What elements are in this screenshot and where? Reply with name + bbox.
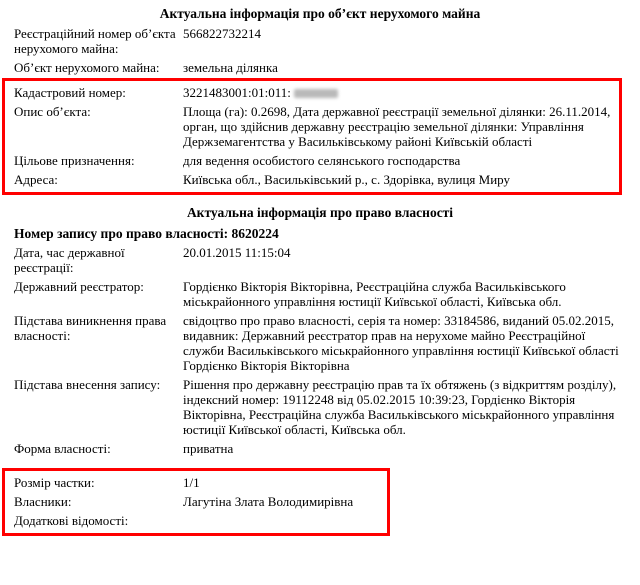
field-label: Підстава внесення запису: — [14, 377, 161, 392]
field-row-address — [5, 172, 619, 187]
field-value: приватна — [183, 441, 234, 456]
field-row-object-type — [0, 60, 640, 75]
field-row-ownership-form — [0, 441, 640, 456]
field-value: для ведення особистого селянського господарства — [183, 153, 461, 168]
field-label: Підстава виникнення права власності: — [14, 313, 167, 343]
field-value: Гордієнко Вікторія Вікторівна, Реєстраційна служба Васильківського міськрайонного управління юстиції Київської області, Київська обл. — [183, 279, 566, 309]
cadastral-number-text: 3221483001:01:011: — [183, 85, 291, 100]
field-label: Дата, час державної реєстрації: — [14, 245, 125, 275]
field-row-registration-number — [0, 26, 640, 56]
field-label: Реєстраційний номер об’єкта нерухомого майна: — [14, 26, 176, 56]
field-value — [183, 85, 619, 100]
field-label: Форма власності: — [14, 441, 111, 456]
field-row-cadastral-number — [5, 85, 619, 100]
field-value: 20.01.2015 11:15:04 — [183, 245, 291, 260]
highlight-box-object-details — [2, 78, 622, 195]
field-row-record-entry-basis — [0, 377, 640, 437]
field-row-owners — [5, 494, 387, 509]
field-value: Рішення про державну реєстрацію прав та їх обтяжень (з відкриттям розділу), індексний номер: 19112248 від 05.02.2015 10:39:23, Гордієнко Вікторія Вікторівна, Реєстраційна служба Васильківського міськрайонного управління юстиції Київської області, Київська обл. — [183, 377, 617, 437]
field-value: земельна ділянка — [183, 60, 278, 75]
field-value: 566822732214 — [183, 26, 261, 41]
field-label: Розмір частки: — [14, 475, 95, 490]
field-value: Лагутіна Злата Володимирівна — [183, 494, 354, 509]
field-label: Власники: — [14, 494, 72, 509]
field-row-state-registrar — [0, 279, 640, 309]
field-label: Цільове призначення: — [14, 153, 135, 168]
field-value: 1/1 — [183, 475, 200, 490]
highlight-box-owner-details — [2, 468, 390, 536]
field-row-ownership-basis — [0, 313, 640, 373]
field-label: Додаткові відомості: — [14, 513, 129, 528]
field-label: Об’єкт нерухомого майна: — [14, 60, 160, 75]
object-section-title: Актуальна інформація про об’єкт нерухомого майна — [159, 6, 481, 21]
field-label: Опис об’єкта: — [14, 104, 91, 119]
record-number-line: Номер запису про право власності: 8620224 — [14, 226, 279, 241]
field-label: Адреса: — [14, 172, 58, 187]
field-row-additional-info — [5, 513, 387, 528]
field-row-share-size — [5, 475, 387, 490]
ownership-section-title: Актуальна інформація про право власності — [186, 205, 454, 220]
field-value: Площа (га): 0.2698, Дата державної реєстрації земельної ділянки: 26.11.2014, орган, що здійснив державну реєстрацію земельної ділянки: Управління Держземагентства у Васильківському районі Київській області — [183, 104, 611, 149]
redacted-value-blur — [294, 89, 338, 98]
field-label: Кадастровий номер: — [14, 85, 126, 100]
field-row-registration-datetime — [0, 245, 640, 275]
field-row-object-description — [5, 104, 619, 149]
field-value: Київська обл., Васильківський р., с. Здорівка, вулиця Миру — [183, 172, 510, 187]
field-value: свідоцтво про право власності, серія та номер: 33184586, виданий 05.02.2015, видавник: Державний реєстратор прав на нерухоме майно Реєстраційної служби Васильківського міськрайонного управління юстиції Київської області Гордієнко Вікторія Вікторівна — [183, 313, 619, 373]
field-label: Державний реєстратор: — [14, 279, 144, 294]
field-row-purpose — [5, 153, 619, 168]
field-value — [183, 513, 387, 528]
